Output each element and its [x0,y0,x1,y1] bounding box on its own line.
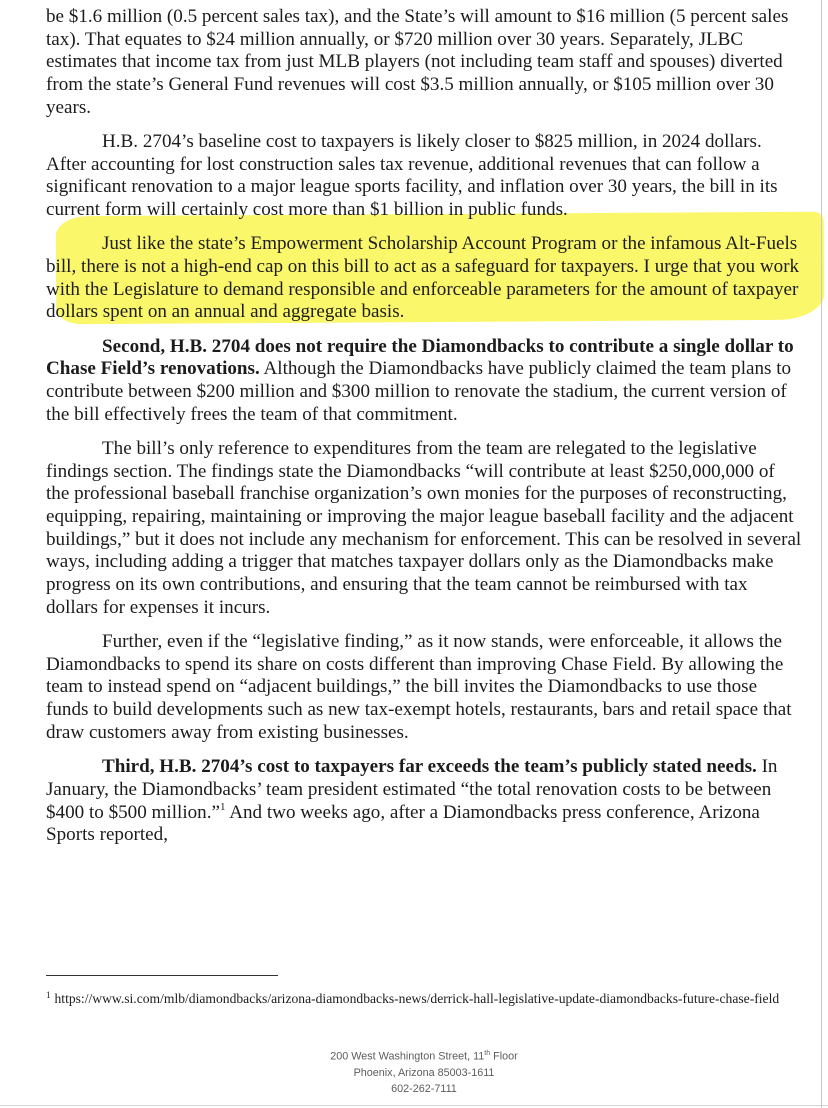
paragraph-no-cap-highlighted [46,233,802,324]
paragraph-text: Further, even if the “legislative finding,” as it now stands, were enforceable, it allows the Diamondbacks to spend its share on costs different than improving Chase Field. By allowing the team to instead spend on “adjacent buildings,” the bill invites the Diamondbacks to use those funds to build developments such as new tax-exempt hotels, restaurants, bars and retail space that draw customers away from existing businesses. [46,631,792,743]
page-edge-line [821,0,822,1108]
footnote-marker: 1 [46,990,51,1000]
footnote-separator [46,975,278,976]
paragraph-lead-bold: Third, H.B. 2704’s cost to taxpayers far exceeds the team’s publicly stated needs. [102,756,757,778]
paragraph-second-point [46,336,802,427]
footnote-url: https://www.si.com/mlb/diamondbacks/arizona-diamondbacks-news/derrick-hall-legislative-update-diamondbacks-future-chase-field [54,991,780,1006]
paragraph-third-point [46,756,802,847]
paragraph-text: The bill’s only reference to expenditures from the team are relegated to the legislative findings section. The findings state the Diamondbacks “will contribute at least $250,000,000 of the professional baseball franchise organization’s own monies for the purposes of reconstructing, equipping, repairing, maintaining or improving the major league baseball facility and the adjacent buildings,” but it does not include any mechanism for enforcement. This can be resolved in several ways, including adding a trigger that matches taxpayer dollars only as the Diamondbacks make progress on its own contributions, and ensuring that the team cannot be reimbursed with tax dollars for expenses it incurs. [46,437,802,618]
paragraph-text-after-footnote: And two weeks ago, after a Diamondbacks press conference, Arizona Sports reported, [46,801,760,846]
footnote [46,986,802,1008]
paragraph-legislative-findings [46,438,802,620]
paragraph-adjacent-buildings [46,631,802,745]
paragraph-text: be $1.6 million (0.5 percent sales tax), and the State’s will amount to $16 million (5 percent sales tax). That equates to $24 million annually, or $720 million over 30 years. Separately, JLBC estimates that income tax from just MLB players (not including team staff and spouses) diverted from the state’s General Fund revenues will cost $3.5 million annually, or $105 million over 30 years. [46,6,789,118]
address-street: 200 West Washington Street, 11th Floor [330,1050,518,1063]
address-phone: 602-262-7111 [391,1082,457,1095]
letter-body [46,6,802,858]
paragraph-text: Although the Diamondbacks have publicly claimed the team plans to contribute between $200 million and $300 million to renovate the stadium, the current version of the bill effectively frees the team of that commitment. [46,358,792,425]
paragraph-text: Just like the state’s Empowerment Scholarship Account Program or the infamous Alt-Fuels bill, there is not a high-end cap on this bill to act as a safeguard for taxpayers. I urge that you work with the Legislature to demand responsible and enforceable parameters for the amount of taxpayer dollars spent on an annual and aggregate basis. [46,233,800,323]
paragraph-text: In January, the Diamondbacks’ team president estimated “the total renovation costs to be between $400 to $500 million.” [46,756,778,823]
page-bottom-edge [0,1105,828,1106]
paragraph-baseline-cost [46,131,802,222]
paragraph-lead-bold: Second, H.B. 2704 does not require the Diamondbacks to contribute a single dollar to Chase Field’s renovations. [46,335,794,380]
footnote-reference: 1 [219,800,226,813]
paragraph-cost-estimate [46,6,802,120]
office-address [234,1046,614,1097]
paragraph-text: H.B. 2704’s baseline cost to taxpayers is likely closer to $825 million, in 2024 dollars. After accounting for lost construction sales tax revenue, additional revenues that can follow a significant renovation to a major league sports facility, and inflation over 30 years, the bill in its current form will certainly cost more than $1 billion in public funds. [46,131,778,221]
address-city: Phoenix, Arizona 85003-1611 [353,1066,495,1079]
